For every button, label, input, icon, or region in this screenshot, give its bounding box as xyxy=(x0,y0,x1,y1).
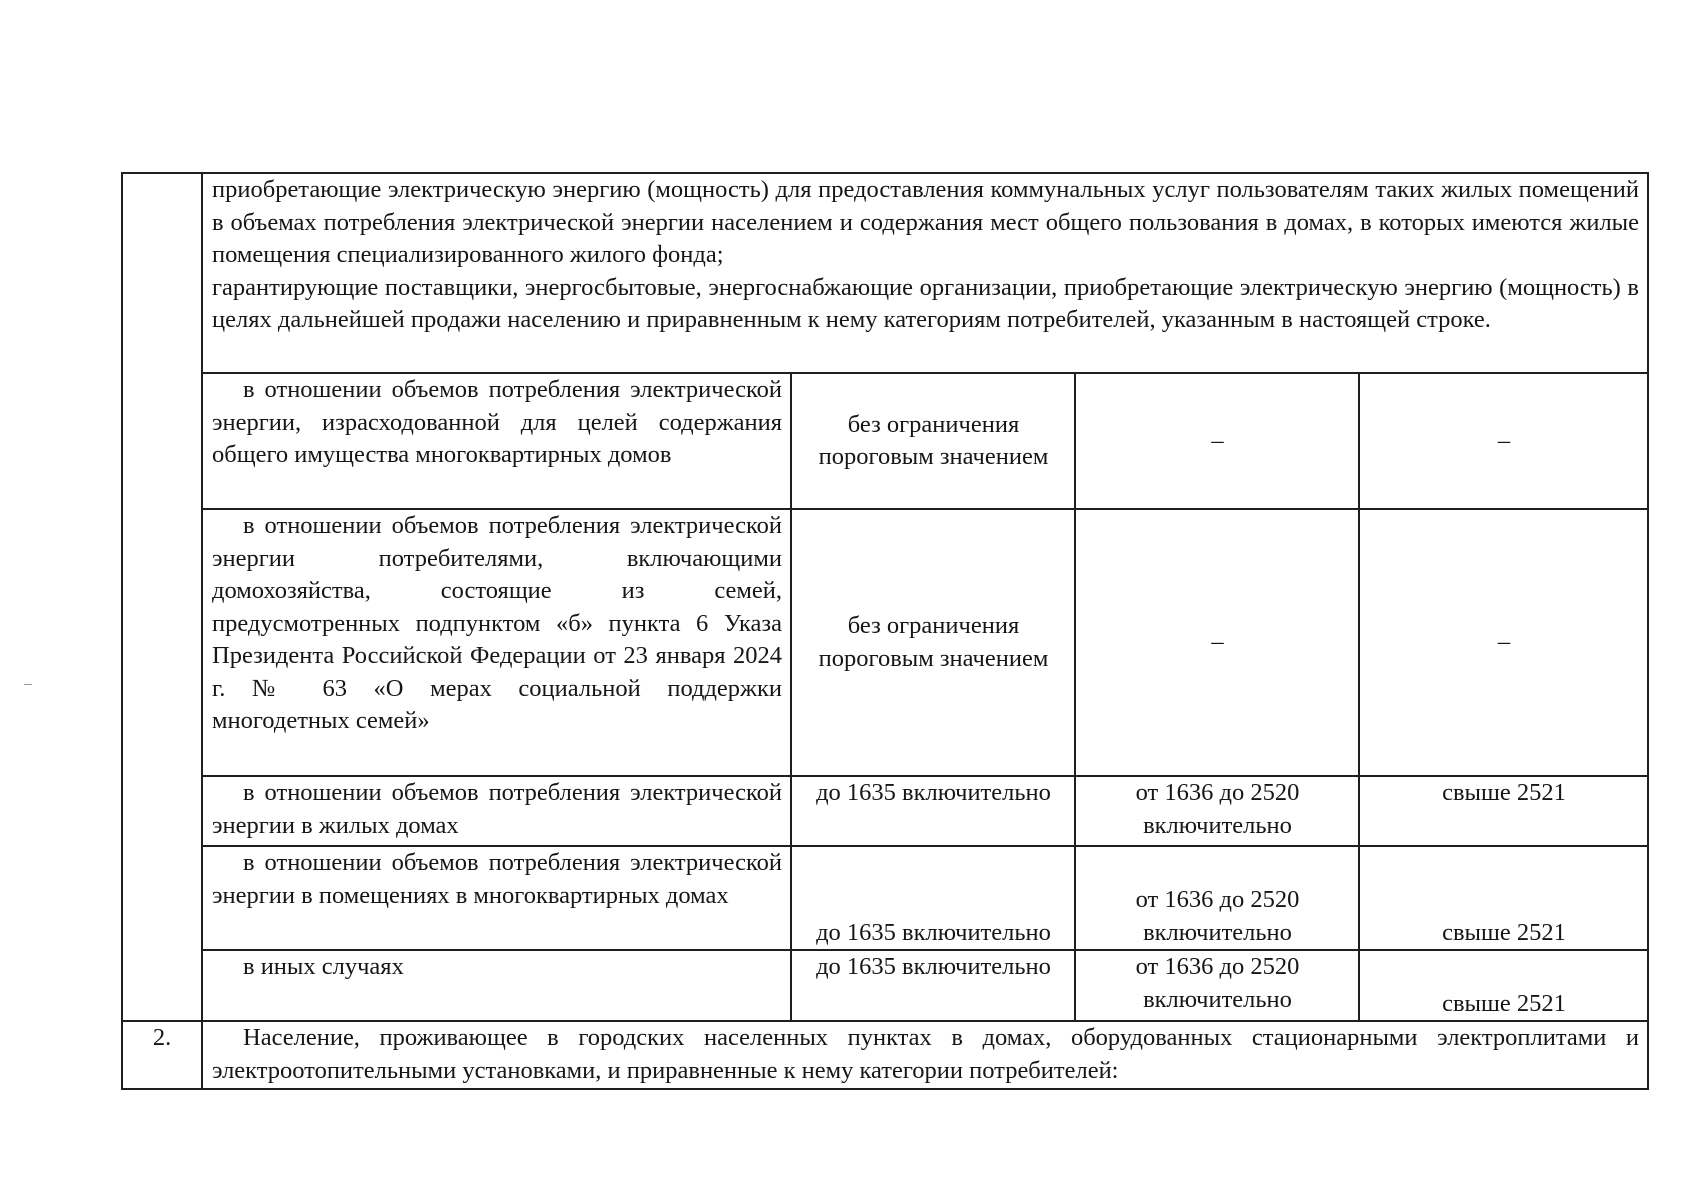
table-row xyxy=(122,173,1648,373)
threshold-range-1: без ограничения пороговым значением xyxy=(791,373,1075,509)
table-row xyxy=(122,846,1648,950)
section-number: 2. xyxy=(122,1021,202,1089)
threshold-range-1: без ограничения пороговым значением xyxy=(791,509,1075,776)
threshold-range-2: – xyxy=(1075,509,1359,776)
continuation-text-cell xyxy=(202,173,1648,373)
table-row xyxy=(122,950,1648,1021)
threshold-range-2: от 1636 до 2520 включительно xyxy=(1075,776,1359,846)
threshold-range-3: свыше 2521 xyxy=(1359,950,1648,1021)
threshold-range-2: от 1636 до 2520 включительно xyxy=(1075,950,1359,1021)
threshold-range-3: свыше 2521 xyxy=(1359,846,1648,950)
tariff-table xyxy=(121,172,1649,1090)
table-row xyxy=(122,373,1648,509)
scan-mark xyxy=(24,684,32,685)
row-description: в отношении объемов потребления электрической энергии, израсходованной для целей содержания общего имущества многоквартирных домов xyxy=(202,373,791,509)
threshold-range-1: до 1635 включительно xyxy=(791,846,1075,950)
row-description: в отношении объемов потребления электрической энергии в помещениях в многоквартирных домах xyxy=(202,846,791,950)
threshold-range-3: – xyxy=(1359,509,1648,776)
row-description: в отношении объемов потребления электрической энергии в жилых домах xyxy=(202,776,791,846)
section-2-description: Население, проживающее в городских населенных пунктах в домах, оборудованных стационарными электроплитами и электроотопительными установками, и приравненные к нему категории потребителей: xyxy=(202,1021,1648,1089)
table-row xyxy=(122,509,1648,776)
table-row xyxy=(122,776,1648,846)
threshold-range-2: – xyxy=(1075,373,1359,509)
threshold-range-1: до 1635 включительно xyxy=(791,776,1075,846)
threshold-range-3: свыше 2521 xyxy=(1359,776,1648,846)
row-description: в отношении объемов потребления электрической энергии потребителями, включающими домохозяйства, состоящие из семей, предусмотренных подпунктом «б» пункта 6 Указа Президента Российской Федерации от 23 января 2024 г. № 63 «О мерах социальной поддержки многодетных семей» xyxy=(202,509,791,776)
row-number-cell-empty xyxy=(122,173,202,1021)
table-row xyxy=(122,1021,1648,1089)
continuation-paragraph-1: приобретающие электрическую энергию (мощность) для предоставления коммунальных услуг пользователям таких жилых помещений в объемах потребления электрической энергии населением и содержания мест общего пользования в домах, в которых имеются жилые помещения специализированного жилого фонда; xyxy=(212,176,1640,268)
threshold-range-2: от 1636 до 2520 включительно xyxy=(1075,846,1359,950)
continuation-paragraph-2: гарантирующие поставщики, энергосбытовые, энергоснабжающие организации, приобретающие электрическую энергию (мощность) в целях дальнейшей продажи населению и приравненным к нему категориям потребителей, указанным в настоящей строке. xyxy=(212,273,1640,333)
threshold-range-3: – xyxy=(1359,373,1648,509)
row-description: в иных случаях xyxy=(202,950,791,1021)
threshold-range-1: до 1635 включительно xyxy=(791,950,1075,1021)
